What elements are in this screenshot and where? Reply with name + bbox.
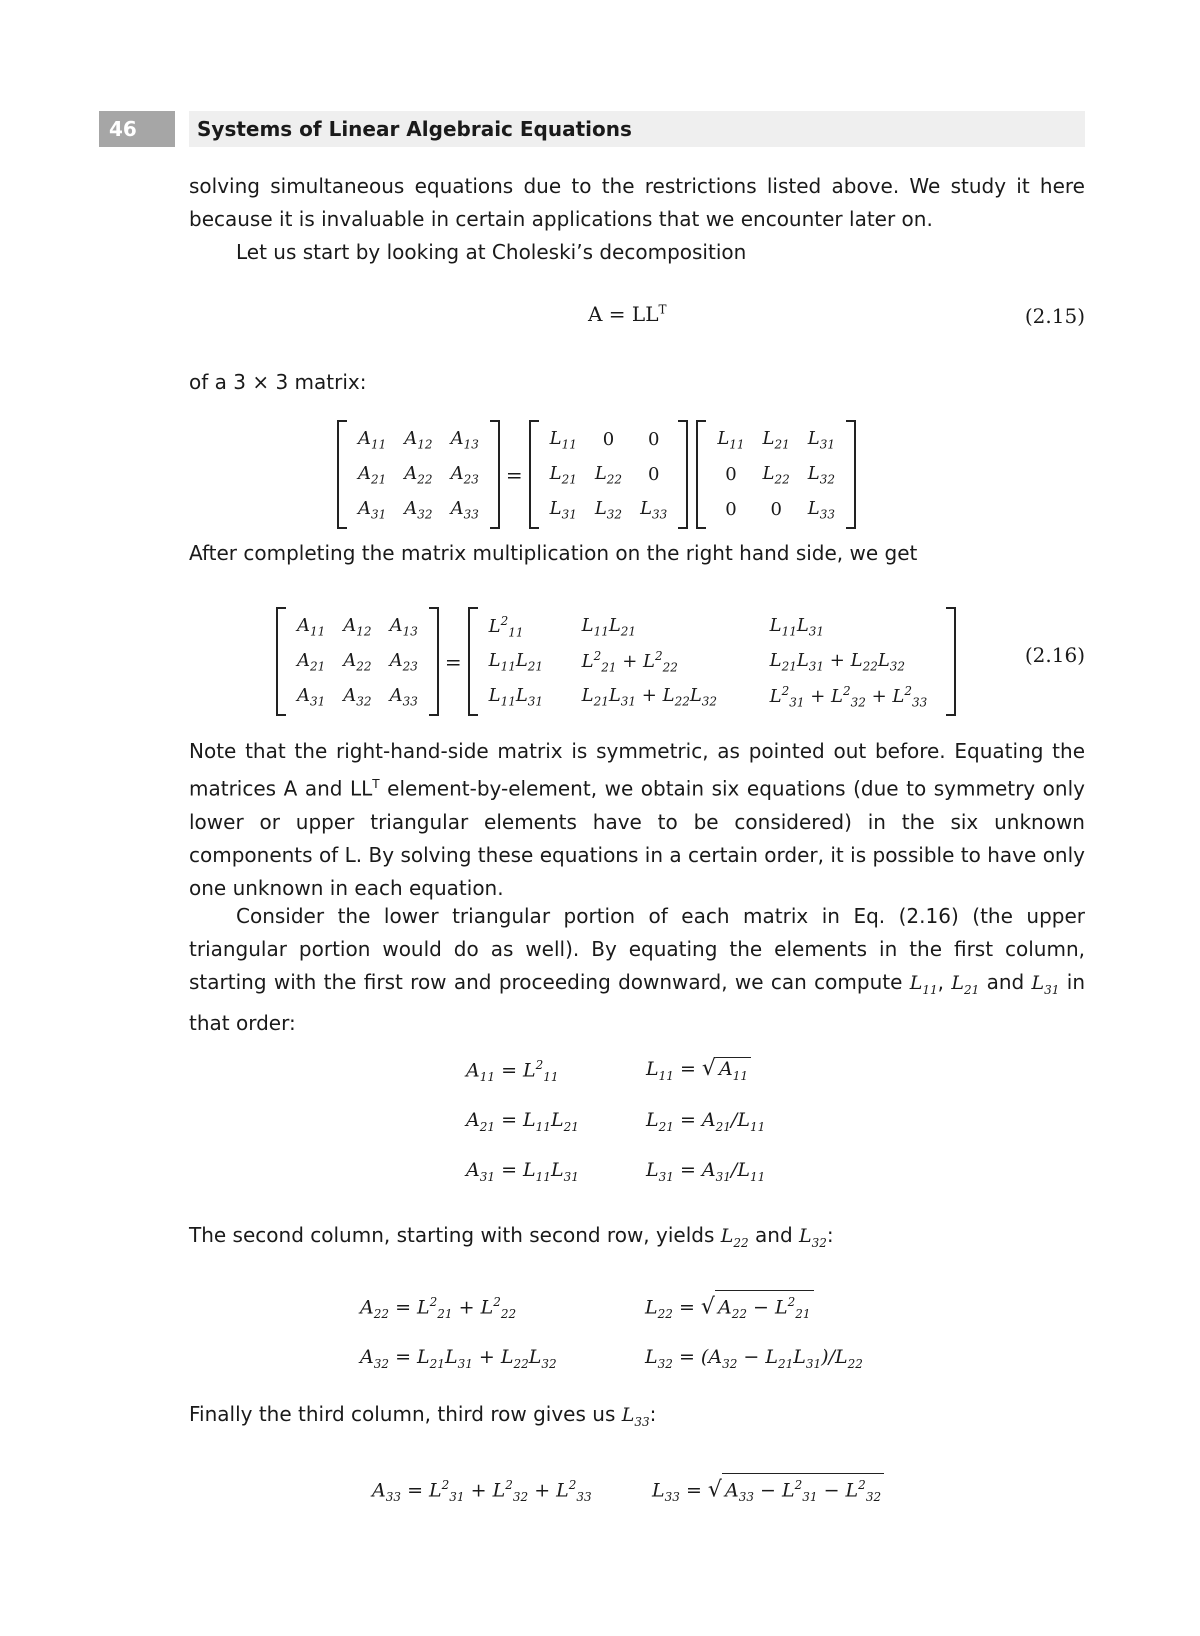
matrix-a-2: $A_{11}$ $A_{12}$ $A_{13}$ $A_{21}$ $A_{22}$ $A_{23}$ $A_{31}$ $A_{32}$ $A_{33}$ (276, 607, 439, 716)
matrix-l: $L_{11}$ 0 0 $L_{21}$ $L_{22}$ 0 $L_{31}$ $L_{32}$ $L_{33}$ (529, 420, 689, 529)
equation-2-15-body: A = LL (588, 302, 659, 326)
matrix-l-transpose: $L_{11}$ $L_{21}$ $L_{31}$ 0 $L_{22}$ $L_{32}$ 0 0 $L_{33}$ (696, 420, 856, 529)
paragraph-third-column: Finally the third column, third row gives us $L_{33}$: (189, 1402, 657, 1429)
transpose-superscript-2: T (372, 777, 380, 791)
equation-number-2-16: (2.16) (1024, 643, 1085, 667)
equation-2-15 (588, 302, 667, 326)
matrix-product: $L^2_{11}$ $L_{11}L_{21}$ $L_{11}L_{31}$ $L_{11}L_{21}$ $L^2_{21} + L^2_{22}$ $L_{21}L_{31} + L_{22}L_{32}$ $L_{11}L_{31}$ $L_{21}L_{31} + L_{22}L_{32}$ $L^2_{31} + L^2_{32} + L^2_{33}$ (468, 607, 956, 716)
paragraph-multiplication: After completing the matrix multiplication on the right hand side, we get (189, 541, 918, 565)
paragraph-matrix-size: of a 3 × 3 matrix: (189, 370, 367, 394)
matrix-decomposition-equation: $A_{11}$ $A_{12}$ $A_{13}$ $A_{21}$ $A_{22}$ $A_{23}$ $A_{31}$ $A_{32}$ $A_{33}$ = $L_{11}$ 0 0 $L_{21}$ $L_{22}$ 0 $L_{31}$ $L_{32}$ $L_{33}$ $L_{11}$ $L_{21}$ $L_{31}$ 0 $L_{22}$ $L_{32}$ 0 0 $L_{33}$ (337, 420, 856, 529)
paragraph-first-column: Consider the lower triangular portion of each matrix in Eq. (2.16) (the upper triangular portion would do as well). By equating the elements in the first column, starting with the first row and proceeding downward, we can compute $L_{11}$, $L_{21}$ and $L_{31}$ in that order: (189, 904, 1085, 1035)
equation-number-2-15: (2.15) (1024, 304, 1085, 328)
paragraph-first-column-b: in that order: (189, 970, 1085, 1035)
running-title: Systems of Linear Algebraic Equations (189, 111, 1085, 147)
transpose-superscript: T (658, 302, 667, 317)
first-column-equations: $A_{11} = L^2_{11}$ $L_{11}$ = √ $A_{11}$ $A_{21} = L_{11}L_{21}$ $L_{21} = A_{21}/L_{11}$ $A_{31} = L_{11}L_{31}$ $L_{31} = A_{31}/L_{11}$ (466, 1055, 766, 1184)
paragraph-symmetry-a: Note that the right-hand-side matrix is symmetric, as pointed out before. Equating the matrices A and LL (189, 739, 1085, 801)
paragraph-second-column-a: The second column, starting with second row, yields (189, 1223, 721, 1247)
paragraph-third-column-a: Finally the third column, third row gives us (189, 1402, 622, 1426)
paragraph-intro: solving simultaneous equations due to the restrictions listed above. We study it here because it is invaluable in certain applications that we encounter later on. (189, 174, 1085, 231)
matrix-a: $A_{11}$ $A_{12}$ $A_{13}$ $A_{21}$ $A_{22}$ $A_{23}$ $A_{31}$ $A_{32}$ $A_{33}$ (337, 420, 500, 529)
paragraph-symmetry (189, 735, 1085, 905)
paragraph-first-column-a: Consider the lower triangular portion of each matrix in Eq. (2.16) (the upper triangular portion would do as well). By equating the elements in the first column, starting with the first row and proceeding downward, we can compute (189, 904, 1085, 994)
second-column-equations: $A_{22} = L^2_{21} + L^2_{22}$ $L_{22}$ = √ $A_{22} - L^2_{21}$ $A_{32} = L_{21}L_{31} + L_{22}L_{32}$ $L_{32} = (A_{32} - L_{21}L_{31})/L_{22}$ (360, 1283, 863, 1383)
third-column-equations: $A_{33} = L^2_{31} + L^2_{32} + L^2_{33}$ $L_{33}$ = √ $A_{33} - L^2_{31} - L^2_{32}$ (372, 1466, 884, 1516)
paragraph-symmetry-b: element-by-element, we obtain six equations (due to symmetry only lower or upper triangular elements have to be considered) in the six unknown components of L. By solving these equations in a certain order, it is possible to have only one unknown in each equation. (189, 776, 1085, 900)
paragraph-choleski: Let us start by looking at Choleski’s decomposition (236, 240, 747, 264)
equation-2-16: $A_{11}$ $A_{12}$ $A_{13}$ $A_{21}$ $A_{22}$ $A_{23}$ $A_{31}$ $A_{32}$ $A_{33}$ = $L^2_{11}$ $L_{11}L_{21}$ $L_{11}L_{31}$ $L_{11}L_{21}$ $L^2_{21} + L^2_{22}$ $L_{21}L_{31} + L_{22}L_{32}$ $L_{11}L_{31}$ $L_{21}L_{31} + L_{22}L_{32}$ $L^2_{31} + L^2_{32} + L^2_{33}$ (276, 607, 956, 716)
paragraph-second-column: The second column, starting with second row, yields $L_{22}$ and $L_{32}$: (189, 1223, 834, 1250)
page-header (99, 111, 1085, 147)
page-number: 46 (99, 111, 175, 147)
paragraph-second-column-b: and (748, 1223, 799, 1247)
